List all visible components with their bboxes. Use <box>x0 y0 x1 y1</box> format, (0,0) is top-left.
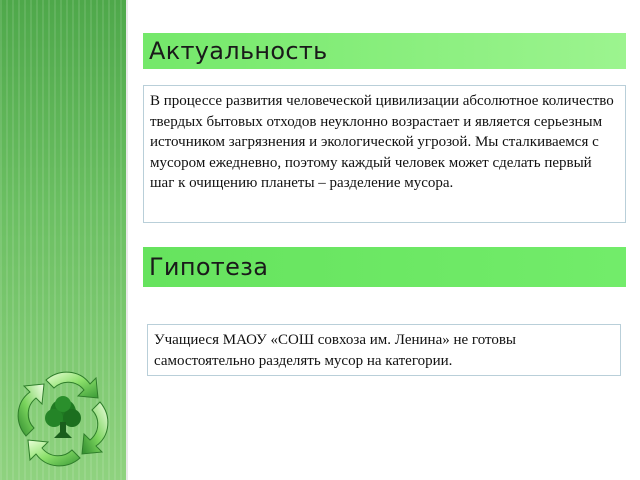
section-title-hypothesis: Гипотеза <box>143 247 626 287</box>
band-divider <box>126 0 128 480</box>
relevance-text: В процессе развития человеческой цивилизации абсолютное количество твердых бытовых отходов неуклонно возрастает и является серьезным источником загрязнения и экологической угрозой. Мы сталкиваемся с мусором ежедневно, поэтому каждый человек может сделать первый шаг к очищению планеты – разделение мусора. <box>150 93 614 191</box>
hypothesis-text: Учащиеся МАОУ «СОШ совхоза им. Ленина» не готовы самостоятельно разделять мусор на категории. <box>154 332 517 369</box>
section-title-relevance: Актуальность <box>143 33 626 69</box>
recycling-tree-icon <box>8 366 118 470</box>
relevance-text-box <box>143 85 626 223</box>
hypothesis-text-box <box>147 324 621 376</box>
